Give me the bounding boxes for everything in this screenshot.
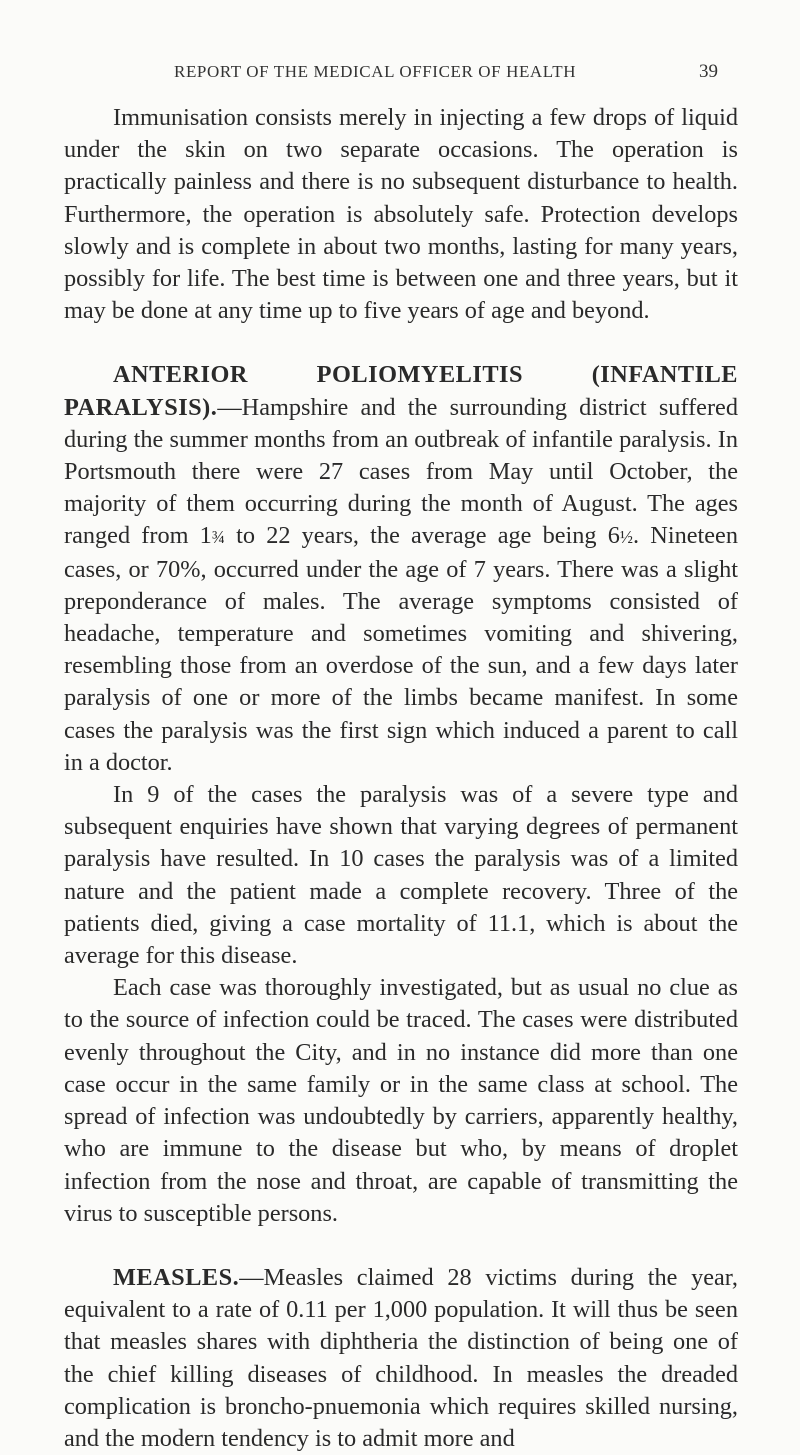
fraction-one-half: ½ — [619, 527, 634, 548]
measles-heading: MEASLES. — [113, 1263, 240, 1291]
poliomyelitis-paragraph — [64, 359, 738, 779]
poliomyelitis-severity-paragraph: In 9 of the cases the paralysis was of a severe type and subsequent enquiries have shown that varying degrees of permanent paralysis have resulted. In 10 cases the paralysis was of a limited nature and the patient made a complete recovery. Three of the patients died, giving a case mortality of 11.1, which is about the average for this disease. — [64, 781, 738, 970]
poliomyelitis-text-a: —Hampshire and the surrounding district suffered during the summer months from an outbreak of infantile paralysis. In Portsmouth there were 27 cases from May until October, the majority of them occurring during the month of August. The ages ranged from 1 — [64, 393, 738, 550]
poliomyelitis-text-b: to 22 years, the average age being 6 — [224, 522, 620, 550]
measles-paragraph — [64, 1262, 738, 1455]
running-title: REPORT OF THE MEDICAL OFFICER OF HEALTH — [174, 62, 577, 81]
page-number: 39 — [699, 61, 718, 82]
poliomyelitis-investigation-paragraph: Each case was thoroughly investigated, but as usual no clue as to the source of infection could be traced. The cases were distributed evenly throughout the City, and in no instance did more than one case occur in the same family or in the same class at school. The spread of infection was undoubtedly by carriers, apparently healthy, who are immune to the disease but who, by means of droplet infection from the nose and throat, are capable of transmitting the virus to susceptible persons. — [64, 974, 738, 1227]
measles-text: —Measles claimed 28 victims during the year, equivalent to a rate of 0.11 per 1,000 population. It will thus be seen that measles shares with diphtheria the distinction of being one of the chief killing diseases of childhood. In measles the dreaded complication is broncho-pnuemonia which requires skilled nursing, and the modern tendency is to admit more and — [64, 1263, 738, 1452]
poliomyelitis-text-c: . Nineteen cases, or 70%, occurred under the age of 7 years. There was a slight preponderance of males. The average symptoms consisted of headache, temperature and sometimes vomiting and shivering, resembling those from an overdose of the sun, and a few days later paralysis of one or more of the limbs became manifest. In some cases the paralysis was the first sign which induced a parent to call in a doctor. — [64, 522, 738, 776]
body-text — [64, 102, 738, 1455]
immunisation-paragraph: Immunisation consists merely in injecting a few drops of liquid under the skin on two separate occasions. The operation is practically painless and there is no subsequent disturbance to health. Furthermore, the operation is absolutely safe. Protection develops slowly and is complete in about two months, lasting for many years, possibly for life. The best time is between one and three years, but it may be done at any time up to five years of age and beyond. — [64, 104, 738, 325]
fraction-three-quarters: ¾ — [211, 527, 225, 548]
poliomyelitis-heading: ANTERIOR POLIOMYELITIS (INFANTILE PARALYSIS). — [64, 361, 738, 421]
